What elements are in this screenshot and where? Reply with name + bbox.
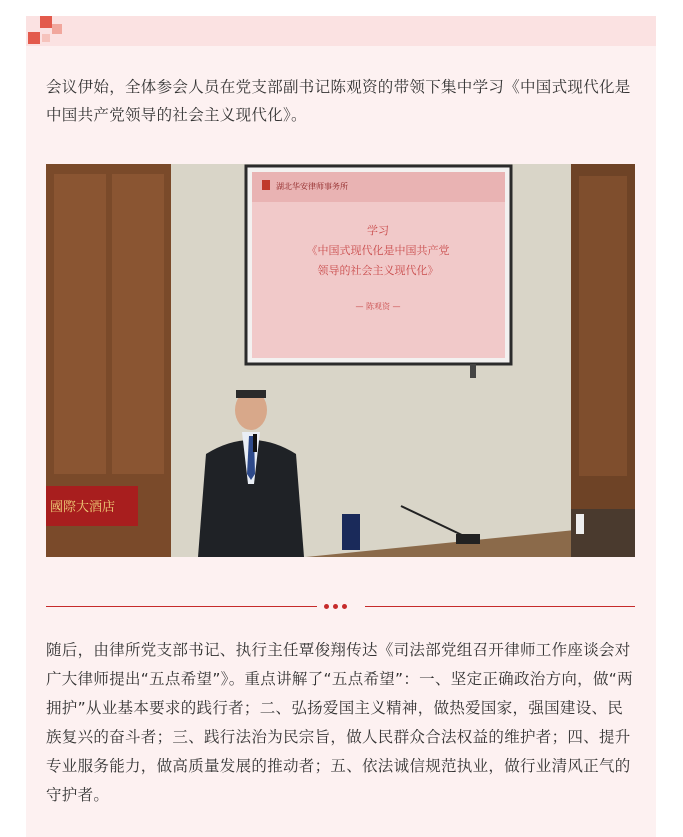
section-header-bar <box>26 16 656 46</box>
slide-line-2: 《中国式现代化是中国共产党 <box>306 244 450 257</box>
decorative-squares-icon <box>26 16 66 46</box>
body-paragraph: 随后，由律所党支部书记、执行主任覃俊翔传达《司法部党组召开律师工作座谈会对广大律师提出“五点希望”》。重点讲解了“五点希望”：一、坚定正确政治方向，做“两拥护”从业基本要求的践行者；二、弘扬爱国主义精神，做热爱国家，强国建设、民族复兴的奋斗者；三、践行法治为民宗旨，做人民群众合法权益的维护者；四、提升专业服务能力，做高质量发展的推动者；五、依法诚信规范执业，做行业清风正气的守护者。 <box>46 641 633 804</box>
slide-header-text: 湖北华安律师事务所 <box>276 182 348 191</box>
divider-right <box>365 606 635 607</box>
slide-line-3: 领导的社会主义现代化》 <box>317 264 439 277</box>
slide-line-1: 学习 <box>367 224 389 237</box>
divider-dot-3 <box>342 604 347 609</box>
meeting-photo <box>46 164 635 557</box>
article-card <box>26 16 656 837</box>
hotel-sign-text: 國際大酒店 <box>50 500 116 515</box>
intro-paragraph: 会议伊始，全体参会人员在党支部副书记陈观资的带领下集中学习《中国式现代化是中国共产党领导的社会主义现代化》。 <box>46 78 631 124</box>
slide-presenter: — 陈观资 — <box>355 302 401 311</box>
meeting-photo-drawing <box>46 164 635 557</box>
divider-dot-1 <box>324 604 329 609</box>
slide-logo-icon <box>262 180 270 190</box>
divider-dot-2 <box>333 604 338 609</box>
divider-left <box>46 606 317 607</box>
